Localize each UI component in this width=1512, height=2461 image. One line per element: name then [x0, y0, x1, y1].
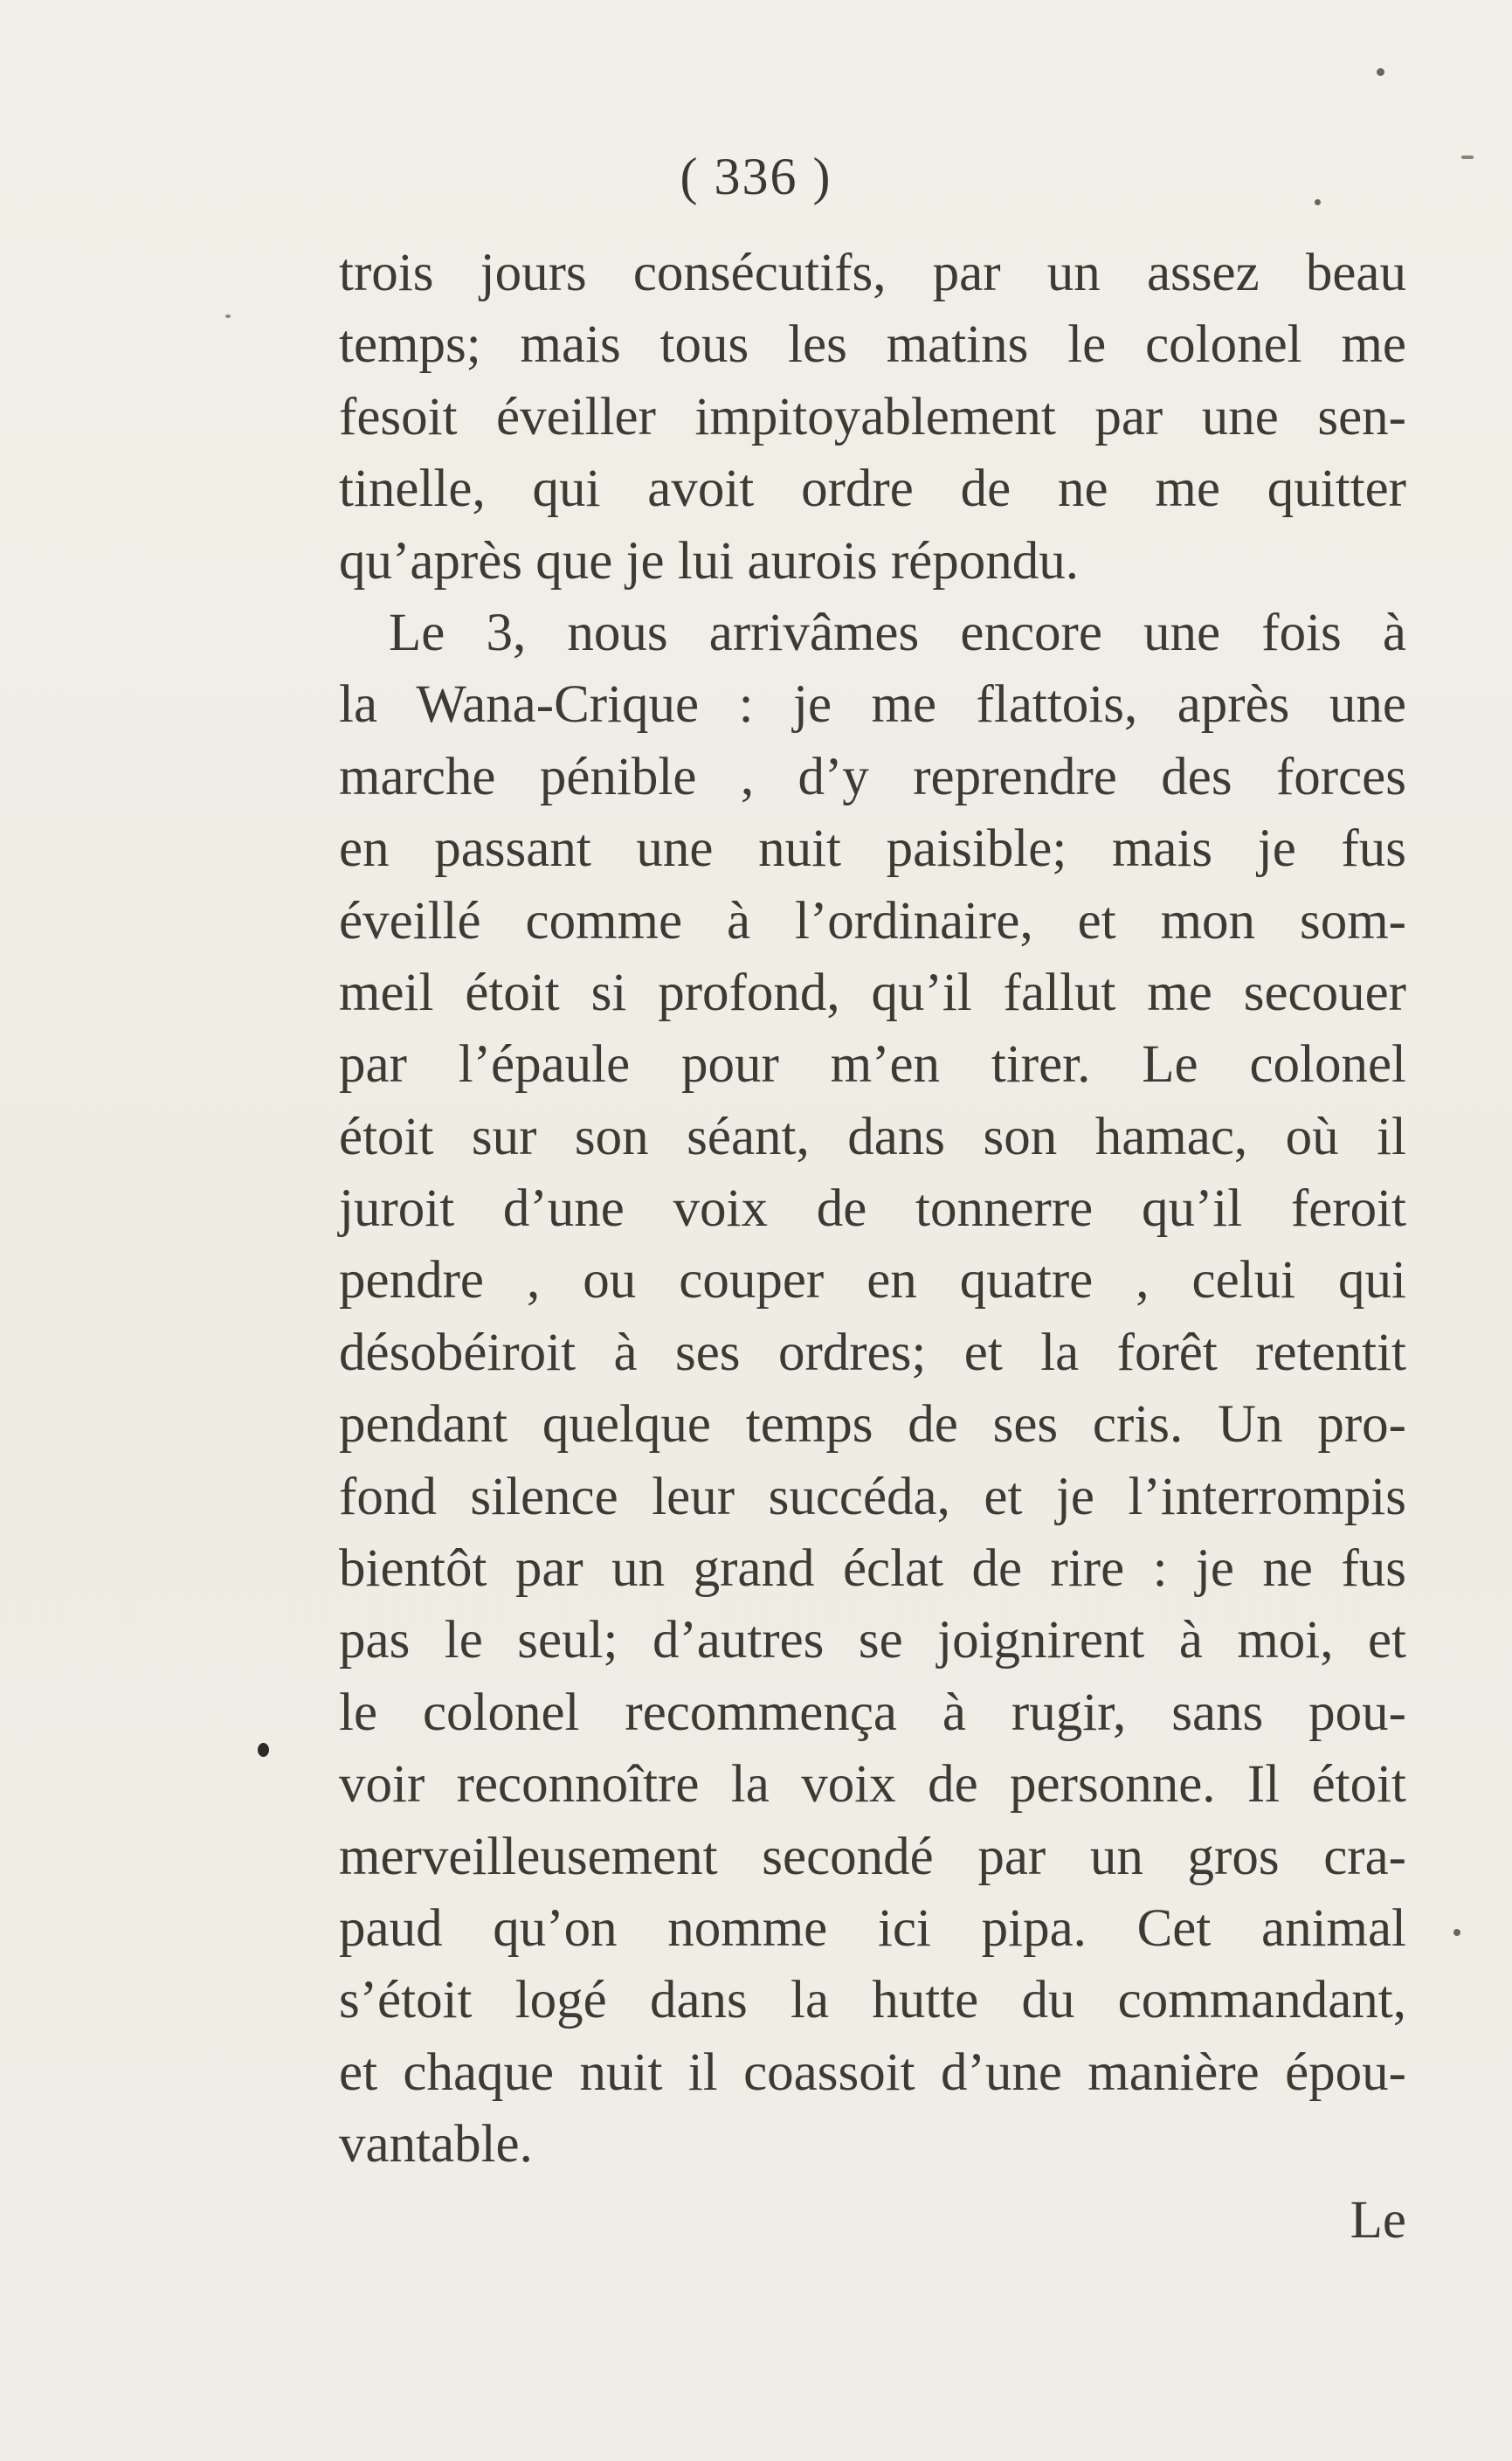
body-text: [339, 238, 1406, 2257]
text-line: éveillé comme à l’ordinaire, et mon som-: [339, 891, 1406, 951]
text-line: fesoit éveiller impitoyablement par une sen-: [339, 387, 1406, 446]
text-line: marche pénible , d’y reprendre des forces: [339, 747, 1406, 806]
text-line: meil étoit si profond, qu’il fallut me secouer: [339, 963, 1406, 1022]
paper-speck: [1377, 68, 1384, 76]
paper-speck: [1453, 1929, 1460, 1936]
page-number: ( 336 ): [680, 148, 832, 205]
paper-speck: [1315, 199, 1321, 205]
text-line: merveilleusement secondé par un gros cra-: [339, 1827, 1406, 1886]
text-line: Le 3, nous arrivâmes encore une fois à: [389, 603, 1406, 662]
text-line: qu’après que je lui aurois répondu.: [339, 531, 1079, 591]
text-line: étoit sur son séant, dans son hamac, où il: [339, 1107, 1406, 1166]
text-line: trois jours consécutifs, par un assez beau: [339, 244, 1406, 302]
text-line: pas le seul; d’autres se joignirent à moi, et: [339, 1611, 1406, 1670]
text-line: le colonel recommença à rugir, sans pou-: [339, 1683, 1406, 1742]
text-line: pendre , ou couper en quatre , celui qui: [339, 1251, 1406, 1310]
text-line: pendant quelque temps de ses cris. Un pro-: [339, 1395, 1406, 1455]
paper-speck: [1461, 156, 1474, 159]
text-line: temps; mais tous les matins le colonel me: [339, 315, 1406, 375]
text-line: et chaque nuit il coassoit d’une manière épou-: [339, 2043, 1406, 2102]
text-line: juroit d’une voix de tonnerre qu’il feroit: [339, 1179, 1406, 1239]
text-line: vantable.: [339, 2115, 533, 2174]
paper-speck: [258, 1743, 269, 1757]
text-line: par l’épaule pour m’en tirer. Le colonel: [339, 1035, 1406, 1095]
catchword: Le: [1350, 2190, 1406, 2250]
text-line: en passant une nuit paisible; mais je fus: [339, 819, 1406, 879]
paper-speck: [225, 315, 231, 318]
text-line: la Wana-Crique : je me flattois, après une: [339, 675, 1406, 735]
text-line: fond silence leur succéda, et je l’interrompis: [339, 1467, 1406, 1526]
text-line: s’étoit logé dans la hutte du commandant,: [339, 1971, 1406, 2030]
text-line: paud qu’on nomme ici pipa. Cet animal: [339, 1898, 1406, 1958]
text-line: bientôt par un grand éclat de rire : je ne fus: [339, 1539, 1406, 1599]
text-line: voir reconnoître la voix de personne. Il étoit: [339, 1755, 1406, 1815]
text-line: désobéiroit à ses ordres; et la forêt retentit: [339, 1323, 1406, 1382]
text-line: tinelle, qui avoit ordre de ne me quitter: [339, 460, 1406, 519]
